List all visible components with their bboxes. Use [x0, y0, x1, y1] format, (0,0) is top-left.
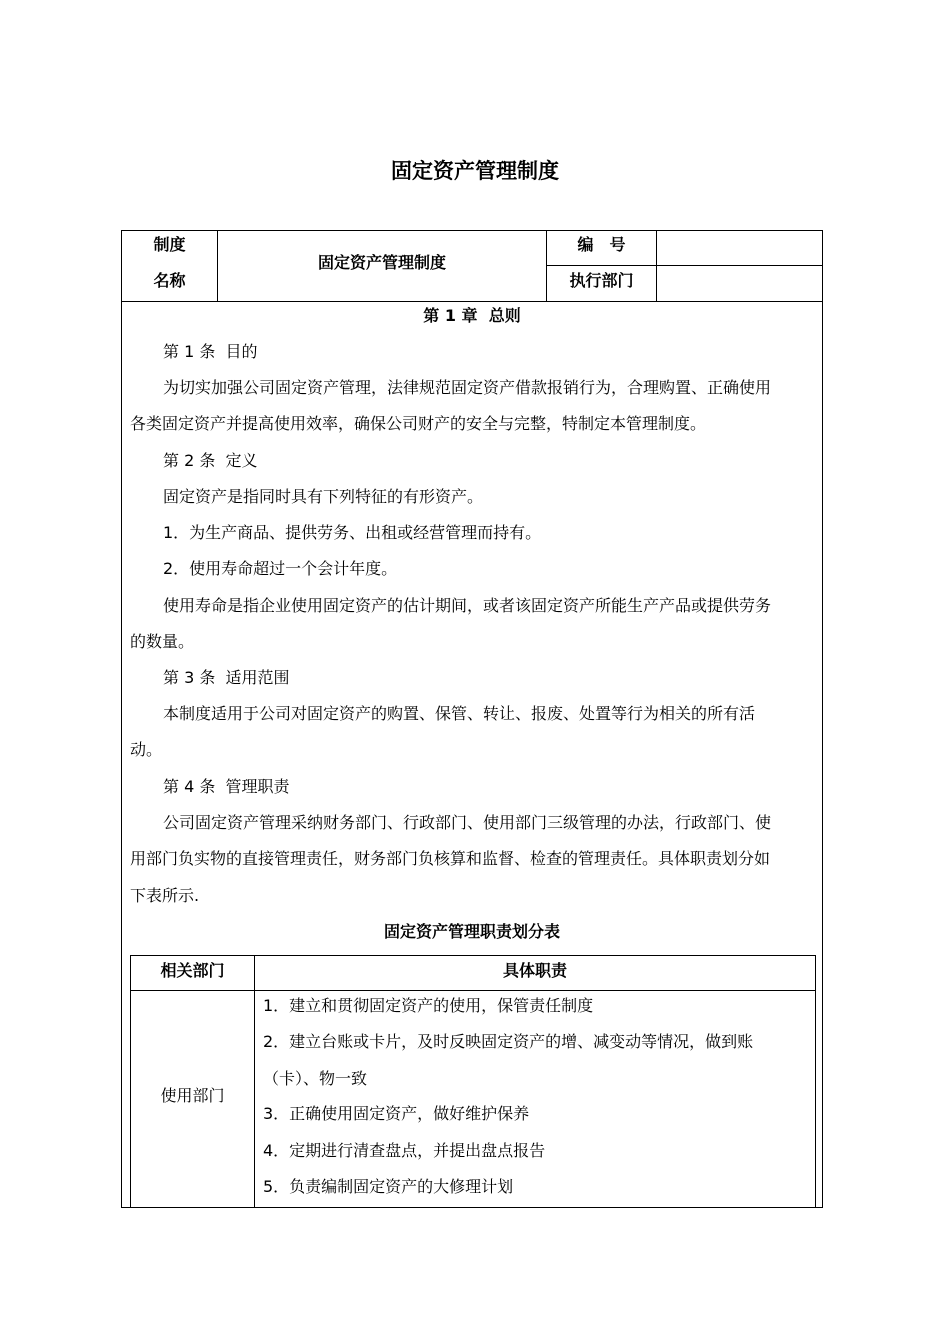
duty-item: 1．建立和贯彻固定资产的使用，保管责任制度	[263, 996, 594, 1015]
table-rule	[254, 955, 255, 1208]
header-bottom-rule	[121, 301, 823, 302]
duty-item: 3．正确使用固定资产，做好维护保养	[263, 1104, 530, 1123]
table-title: 固定资产管理职责划分表	[383, 922, 560, 941]
document-title: 固定资产管理制度	[391, 159, 559, 183]
body-line: 各类固定资产并提高使用效率，确保公司财产的安全与完整，特制定本管理制度。	[130, 414, 707, 433]
body-line: 1．为生产商品、提供劳务、出租或经营管理而持有。	[163, 523, 542, 542]
name-value: 固定资产管理制度	[317, 253, 446, 272]
body-line: 本制度适用于公司对固定资产的购置、保管、转让、报废、处置等行为相关的所有活	[163, 704, 756, 723]
article-heading: 第 2 条 定义	[163, 451, 258, 470]
table-rule	[130, 990, 815, 991]
table-header-department: 相关部门	[160, 961, 225, 980]
table-rule	[130, 955, 815, 956]
department-label: 执行部门	[569, 271, 634, 290]
article-heading: 第 1 条 目的	[163, 342, 258, 361]
duty-item: 4．定期进行清查盘点，并提出盘点报告	[263, 1141, 546, 1160]
chapter-title: 第 1 章 总则	[423, 306, 521, 325]
duty-item: 2．建立台账或卡片，及时反映固定资产的增、减变动等情况，做到账	[263, 1032, 754, 1051]
article-heading: 第 3 条 适用范围	[163, 668, 290, 687]
duty-item: 5．负责编制固定资产的大修理计划	[263, 1177, 514, 1196]
article-heading: 第 4 条 管理职责	[163, 777, 290, 796]
table-row-department: 使用部门	[160, 1086, 225, 1105]
table-header-duties: 具体职责	[502, 961, 567, 980]
body-line: 2．使用寿命超过一个会计年度。	[163, 559, 398, 578]
body-line: 下表所示.	[130, 886, 200, 905]
body-line: 固定资产是指同时具有下列特征的有形资产。	[163, 487, 484, 506]
name-label-line1: 制度	[153, 235, 186, 254]
table-rule	[130, 955, 131, 1208]
body-line: 为切实加强公司固定资产管理，法律规范固定资产借款报销行为，合理购置、正确使用	[163, 378, 772, 397]
body-line: 公司固定资产管理采纳财务部门、行政部门、使用部门三级管理的办法，行政部门、使	[163, 813, 772, 832]
header-divider	[546, 265, 823, 266]
number-label: 编 号	[577, 235, 626, 254]
duty-item: （卡）、物一致	[263, 1069, 368, 1088]
body-line: 动。	[130, 740, 163, 759]
body-line: 用部门负实物的直接管理责任，财务部门负核算和监督、检查的管理责任。具体职责划分如	[130, 849, 771, 868]
name-label-line2: 名称	[153, 271, 186, 290]
header-divider	[656, 231, 657, 301]
body-line: 使用寿命是指企业使用固定资产的估计期间，或者该固定资产所能生产产品或提供劳务	[163, 596, 772, 615]
body-line: 的数量。	[130, 632, 195, 651]
table-rule	[815, 955, 816, 1208]
